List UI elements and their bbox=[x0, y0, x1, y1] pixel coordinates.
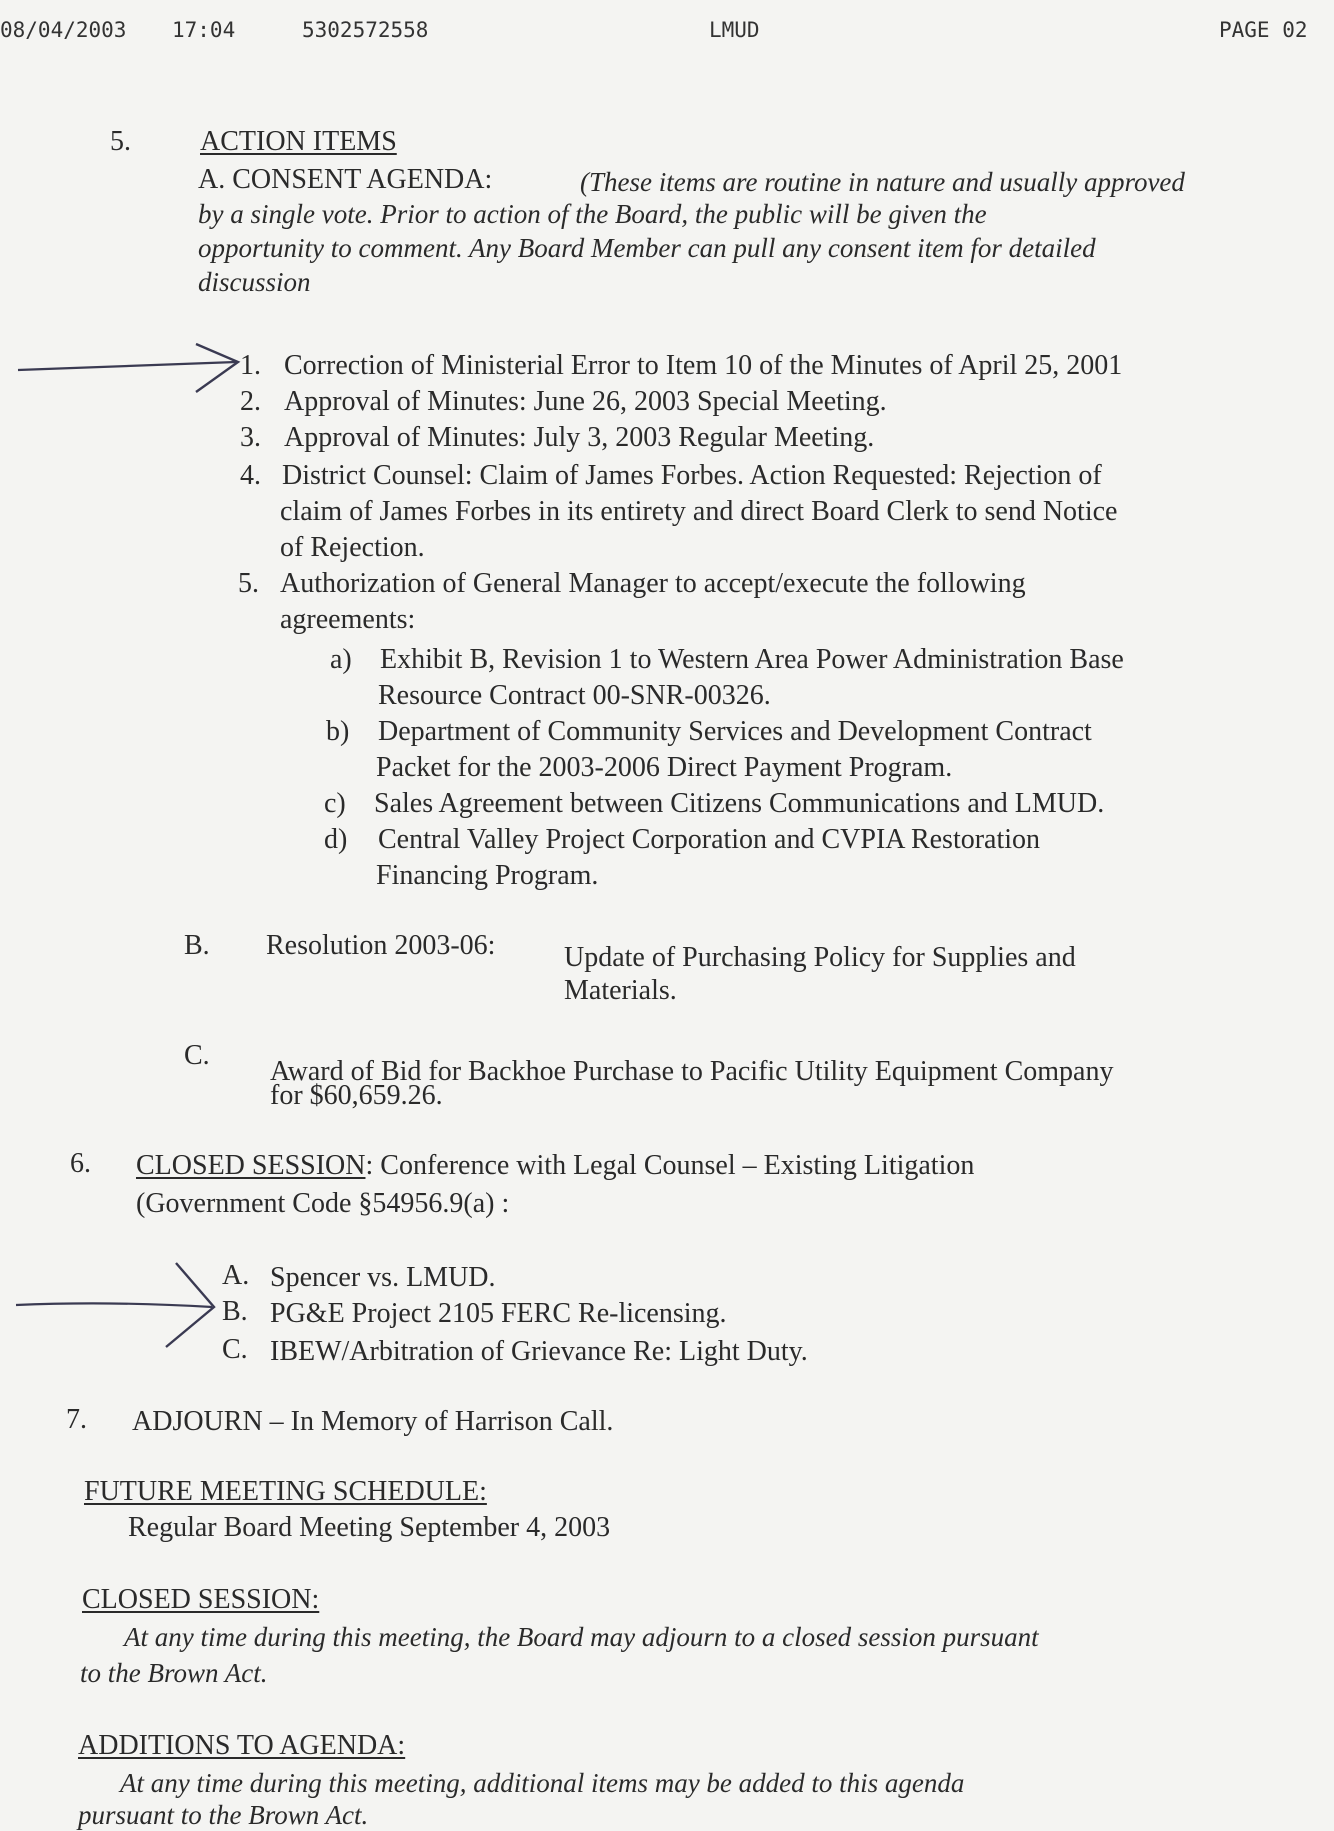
consent-note-line3: opportunity to comment. Any Board Member can pull any consent item for detailed bbox=[198, 233, 1096, 263]
consent-item-4-line1: District Counsel: Claim of James Forbes. Action Requested: Rejection of bbox=[282, 460, 1102, 491]
closed-note-heading: CLOSED SESSION: bbox=[82, 1584, 320, 1615]
section-6-number: 6. bbox=[70, 1148, 91, 1179]
consent-item-4-number: 4. bbox=[240, 460, 261, 491]
handwritten-arrow-icon bbox=[0, 330, 250, 400]
additions-heading: ADDITIONS TO AGENDA: bbox=[78, 1730, 406, 1761]
subitem-a-letter: a) bbox=[330, 644, 352, 675]
section-6-title: CLOSED SESSION bbox=[136, 1150, 366, 1181]
section-6-heading-line1 bbox=[136, 1150, 974, 1182]
closed-item-a-text: Spencer vs. LMUD. bbox=[270, 1262, 496, 1293]
fax-sender: LMUD bbox=[709, 18, 760, 42]
consent-item-3-text: Approval of Minutes: July 3, 2003 Regular Meeting. bbox=[284, 422, 875, 453]
item-c-letter: C. bbox=[184, 1040, 210, 1071]
subitem-c-line1: Sales Agreement between Citizens Communications and LMUD. bbox=[374, 788, 1105, 819]
consent-note-line2: by a single vote. Prior to action of the Board, the public will be given the bbox=[198, 199, 987, 229]
closed-item-b-letter: B. bbox=[222, 1296, 248, 1327]
subitem-a-line2: Resource Contract 00-SNR-00326. bbox=[378, 680, 771, 711]
handwritten-arrow-icon bbox=[0, 1255, 240, 1355]
future-text: Regular Board Meeting September 4, 2003 bbox=[128, 1512, 611, 1543]
subitem-a-line1: Exhibit B, Revision 1 to Western Area Power Administration Base bbox=[380, 644, 1124, 675]
consent-item-4-line3: of Rejection. bbox=[280, 532, 425, 563]
consent-item-5-line1: Authorization of General Manager to accept/execute the following bbox=[280, 568, 1026, 599]
consent-item-1-number: 1. bbox=[240, 350, 261, 381]
section-7-text: ADJOURN – In Memory of Harrison Call. bbox=[132, 1406, 614, 1437]
section-6-line1: : Conference with Legal Counsel – Existing Litigation bbox=[365, 1150, 975, 1181]
closed-item-a-letter: A. bbox=[222, 1260, 250, 1291]
section-7-number: 7. bbox=[66, 1404, 87, 1435]
section-6-line2: (Government Code §54956.9(a) : bbox=[136, 1188, 510, 1219]
consent-agenda-heading: A. CONSENT AGENDA: bbox=[198, 164, 493, 195]
closed-note-line1: At any time during this meeting, the Board may adjourn to a closed session pursuant bbox=[124, 1622, 1039, 1652]
consent-item-5-line2: agreements: bbox=[280, 604, 416, 635]
consent-item-5-number: 5. bbox=[238, 568, 259, 599]
fax-date: 08/04/2003 bbox=[0, 18, 127, 42]
item-c-line2: for $60,659.26. bbox=[270, 1080, 443, 1111]
subitem-b-line1: Department of Community Services and Development Contract bbox=[378, 716, 1092, 747]
consent-item-3-number: 3. bbox=[240, 422, 261, 453]
item-b-label: Resolution 2003-06: bbox=[266, 930, 496, 961]
consent-note-line1: (These items are routine in nature and usually approved bbox=[580, 167, 1185, 197]
section-5-number: 5. bbox=[110, 126, 131, 157]
additions-line2: pursuant to the Brown Act. bbox=[78, 1800, 369, 1830]
fax-time: 17:04 bbox=[172, 18, 236, 42]
section-5-title: ACTION ITEMS bbox=[200, 126, 397, 157]
closed-item-b-text: PG&E Project 2105 FERC Re-licensing. bbox=[270, 1298, 727, 1329]
consent-item-1-text: Correction of Ministerial Error to Item 10 of the Minutes of April 25, 2001 bbox=[284, 350, 1123, 381]
item-b-line2: Materials. bbox=[564, 975, 677, 1006]
future-heading: FUTURE MEETING SCHEDULE: bbox=[84, 1476, 487, 1507]
closed-item-c-letter: C. bbox=[222, 1334, 248, 1365]
item-b-letter: B. bbox=[184, 930, 210, 961]
subitem-d-letter: d) bbox=[324, 824, 348, 855]
fax-page: PAGE 02 bbox=[1219, 18, 1308, 42]
subitem-d-line2: Financing Program. bbox=[376, 860, 599, 891]
additions-line1: At any time during this meeting, additional items may be added to this agenda bbox=[120, 1768, 965, 1798]
subitem-b-line2: Packet for the 2003-2006 Direct Payment Program. bbox=[376, 752, 953, 783]
subitem-d-line1: Central Valley Project Corporation and CVPIA Restoration bbox=[378, 824, 1041, 855]
consent-item-4-line2: claim of James Forbes in its entirety and direct Board Clerk to send Notice bbox=[280, 496, 1118, 527]
consent-note-line4: discussion bbox=[198, 267, 311, 297]
subitem-c-letter: c) bbox=[324, 788, 346, 819]
subitem-b-letter: b) bbox=[326, 716, 350, 747]
fax-number: 5302572558 bbox=[302, 18, 429, 42]
consent-item-2-text: Approval of Minutes: June 26, 2003 Special Meeting. bbox=[284, 386, 887, 417]
item-b-line1: Update of Purchasing Policy for Supplies and bbox=[564, 942, 1076, 973]
closed-item-c-text: IBEW/Arbitration of Grievance Re: Light Duty. bbox=[270, 1336, 808, 1367]
closed-note-line2: to the Brown Act. bbox=[80, 1658, 268, 1688]
consent-item-2-number: 2. bbox=[240, 386, 261, 417]
item-c-line1: Award of Bid for Backhoe Purchase to Pacific Utility Equipment Company bbox=[270, 1056, 1114, 1087]
